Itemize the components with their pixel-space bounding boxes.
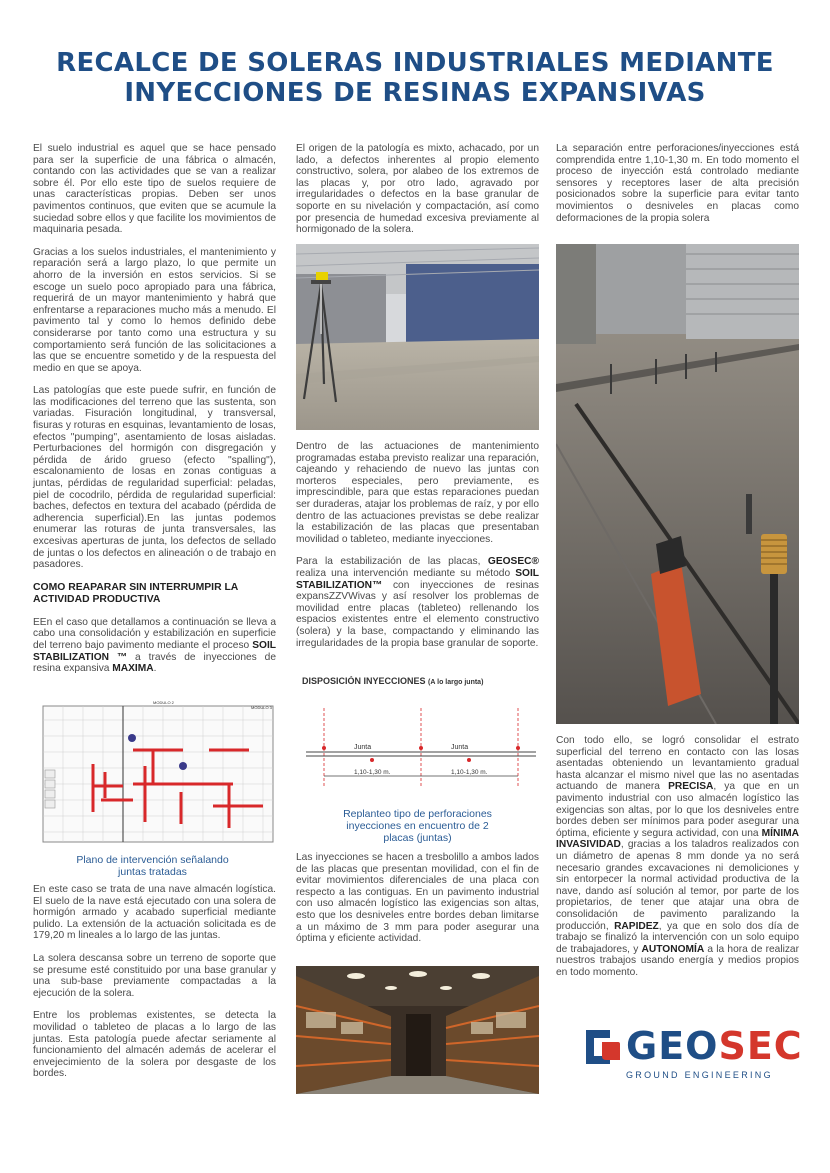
floor-plan-drawing: [33, 700, 277, 848]
diagram-dimension-1: 1,10-1,30 m.: [354, 769, 391, 776]
plan-label-module-3: MODULO 3: [251, 705, 272, 710]
column-2-lower: [296, 852, 539, 956]
column-3-lower: [556, 735, 799, 989]
paragraph: Gracias a los suelos industriales, el mantenimiento y reparación será a largo plazo, lo que permite un ahorro de la inversión en estos servicios. Si se escoge un suelo poco apropiado para una fábrica, requerirá de un mayor mantenimiento y habrá que enfrentarse a reparaciones mucho más a menudo. El pavimento tal y como lo hemos definido debe considerarse por tanto como una estructura y su comportamiento será función de las solicitaciones a las que se encuentre sometido y de la respuesta del medio en que se apoya.: [33, 246, 276, 374]
plan-caption: Plano de intervención señalando juntas tratadas: [76, 854, 229, 878]
plan-label-module-2: MODULO 2: [153, 700, 174, 705]
title-line-2: INYECCIONES DE RESINAS EXPANSIVAS: [124, 78, 706, 108]
paragraph: El suelo industrial es aquel que se hace pensado para ser la superficie de una fábrica o almacén, contando con las actividades que se van a realizar sobre él. Por ello este tipo de suelos requiere de unas características propias. Deben ser unos pavimentos continuos, que eviten que se acumule la suciedad sobre ellos y que facilite los movimientos de maquinaria pesada.: [33, 143, 276, 236]
paragraph: En este caso se trata de una nave almacén logística. El suelo de la nave está ejecutado con una solera de hormigón armado y acabado superficial mediante pulido. La extensión de la actuación solicitada es de 179,20 m lineales a lo largo de las juntas.: [33, 884, 276, 942]
floor-injection-photo: [556, 244, 799, 724]
paragraph: Entre los problemas existentes, se detecta la movilidad o tableteo de placas a lo largo de las juntas. Esta patología puede afectar seriamente al funcionamiento del almacén además de acelerar el envejecimiento de la solera por desgaste de los bordes.: [33, 1010, 276, 1080]
diagram-junta-label-1: Junta: [354, 744, 372, 751]
column-3: [556, 143, 799, 235]
injection-floor-image: [556, 244, 799, 724]
page-title: [0, 48, 830, 108]
column-2: [296, 143, 539, 247]
paragraph: El origen de la patología es mixto, achacado, por un lado, a defectos inherentes al propio elemento constructivo, solera, por alabeo de los extremos de las placas y, por otro lado, agravado por irregularidades o defectos en la base granular de soporte en su nivelación y compactación, así como por presencia de humedad excesiva previamente al hormigonado de la solera.: [296, 143, 539, 236]
paragraph: Con todo ello, se logró consolidar el estrato superficial del terreno en contacto con las losas asentadas obteniendo un levantamiento gradual hasta alcanzar el mismo nivel que las no asentadas actuando de manera PRECISA, ya que en un pavimento industrial con uso almacén logístico las exigencias son altas, por lo que los desniveles entre bordes deben ser mínimos para poder asegurar una óptima, eficiente y segura actividad, con una MÍNIMA INVASIVIDAD, gracias a los taladros realizados con un diámetro de apenas 8 mm donde ya no será necesario grandes excavaciones ni demoliciones y sin entorpecer la normal actividad productiva de la nave, dando así solución al temor, por parte de los propietarios, de tener que atajar una obra de consolidación de pavimento paralizando la producción, RAPIDEZ, ya que en solo dos día de trabajo se finalizó la intervención con un solo equipo de trabajadores, y AUTONOMÍA a la hora de realizar nuestros trabajos usando energía y medios propios en todo momento.: [556, 735, 800, 978]
paragraph: La separación entre perforaciones/inyecciones está comprendida entre 1,10-1,30 m. En todo momento el proceso de inyección está controlado mediante sensores y receptores laser de alta precisión posicionados sobre la superficie para evitar tanto movimientos o desniveles en placas como deformaciones de la propia solera: [556, 143, 799, 224]
paragraph: Las inyecciones se hacen a tresbolillo a ambos lados de las placas que presentan movilidad, con el fin de evitar movimientos diferenciales de una placa con respecto a las contiguas. En un pavimento industrial con uso almacén logístico las exigencias son altas, esto que los desniveles entre bordes deban limitarse a un máximo de 3 mm para poder asegurar una óptima y eficiente actividad.: [296, 852, 539, 945]
paragraph: Las patologías que este puede sufrir, en función de las modificaciones del terreno que las sustenta, son variadas. Fisuración longitudinal, y transversal, fisuras y roturas en esquinas, levantamiento de losas, efectos "pumping", asentamiento de losas aisladas. Perturbaciones del hormigón con disgregación y pérdida de árido grueso (efecto "spalling"), escalonamiento de losas en zonas contiguas a juntas, pérdidas de regularidad superficial: peladas, piel de cocodrilo, pérdida de regularidad superficial: baches, defectos en textura del acabado (pérdida de adherencia superficial).En las juntas podemos enumerar las roturas de junta transversales, las excesivas aperturas de junta, los defectos de sellado de juntas o los defectos en alineación o de trabajo en pasadores.: [33, 385, 276, 571]
diagram-drawing: [296, 690, 539, 788]
geosec-logo-wordmark: GEOSEC: [626, 1024, 803, 1068]
geosec-tagline: GROUND ENGINEERING: [626, 1070, 773, 1080]
geosec-logo-mark-icon: [582, 1026, 624, 1068]
warehouse-shelving-photo: [296, 966, 539, 1094]
paragraph: EEn el caso que detallamos a continuación se lleva a cabo una consolidación y estabilización en superficie del terreno bajo pavimento mediante el proceso SOIL STABILIZATION ™ a través de inyecciones de resina expansiva MAXIMA.: [33, 616, 276, 675]
paragraph: La solera descansa sobre un terreno de soporte que se presume esté constituido por una base granular y una sub-base previamente compactadas a la ejecución de la solera.: [33, 952, 276, 999]
paragraph: Para la estabilización de las placas, GEOSEC® realiza una intervención mediante su método SOIL STABILIZATION™ con inyecciones de resinas expansZZVWivas y así resolver los problemas de movilidad entre placas (tableteo) rellenando los espacios existentes entre el elemento constructivo (solera) y la base, compactando y eliminando las irregularidades de la propia base granular de soporte.: [296, 556, 539, 649]
warehouse-laser-photo: [296, 244, 539, 430]
section-heading: COMO REAPARAR SIN INTERRUMPIR LA ACTIVIDAD PRODUCTIVA: [33, 581, 238, 605]
diagram-caption: Replanteo tipo de perforaciones inyecciones en encuentro de 2 placas (juntas): [343, 808, 492, 844]
column-1-lower: [33, 884, 276, 1091]
paragraph: Dentro de las actuaciones de mantenimiento programadas estaba previsto realizar una reparación, cajeando y rehaciendo de nuevo las juntas con morteros especiales, pero previamente, es imprescindible, para que estas reparaciones puedan ser duraderas, atajar los problemas de raíz, y por ello dentro de las actuaciones previstas se debe realizar la estabilización de las placas que presentaban movilidad o tableteo, mediante inyecciones.: [296, 441, 539, 545]
title-line-1: RECALCE DE SOLERAS INDUSTRIALES MEDIANTE: [56, 48, 774, 78]
column-2-middle: [296, 441, 539, 660]
warehouse-aisle-image: [296, 966, 539, 1094]
geosec-logo: [582, 1022, 803, 1084]
diagram-dimension-2: 1,10-1,30 m.: [451, 769, 488, 776]
laser-level-image: [296, 244, 539, 430]
injection-diagram: [296, 676, 539, 788]
diagram-title: DISPOSICIÓN INYECCIONES (A lo largo junta): [302, 676, 484, 686]
floor-plan-figure: [33, 700, 277, 848]
diagram-junta-label-2: Junta: [451, 744, 469, 751]
column-1: [33, 143, 276, 686]
